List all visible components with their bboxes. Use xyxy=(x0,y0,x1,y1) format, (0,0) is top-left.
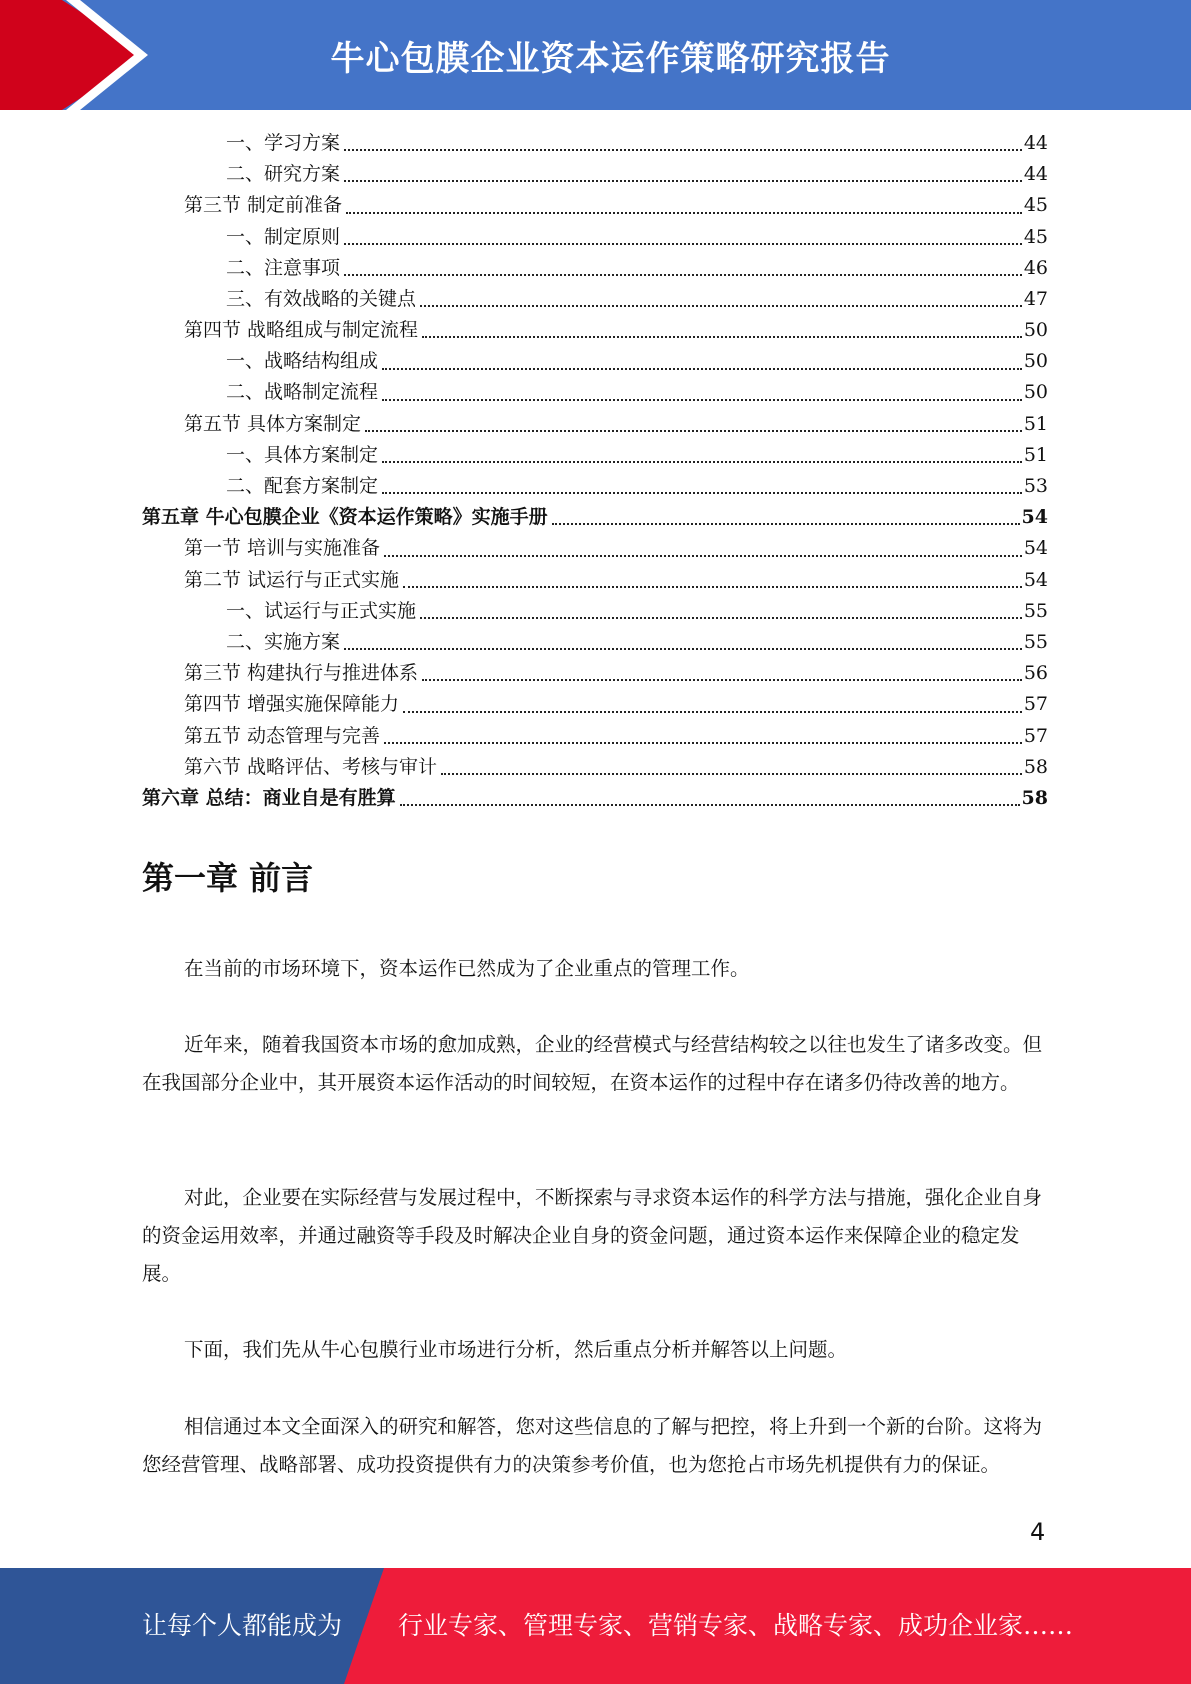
toc-entry[interactable] xyxy=(142,627,1048,658)
toc-entry-label: 一、学习方案 xyxy=(226,131,341,154)
toc-entry[interactable] xyxy=(142,502,1048,533)
toc-leader-dots xyxy=(403,586,1022,588)
toc-entry-label: 一、具体方案制定 xyxy=(226,443,379,466)
toc-entry[interactable] xyxy=(142,752,1048,783)
toc-entry[interactable] xyxy=(142,346,1048,377)
toc-entry-page: 47 xyxy=(1023,287,1048,310)
toc-entry-label: 二、战略制定流程 xyxy=(226,381,379,404)
toc-entry-page: 45 xyxy=(1023,194,1048,217)
toc-entry[interactable] xyxy=(142,783,1048,814)
paragraph: 下面，我们先从牛心包膜行业市场进行分析，然后重点分析并解答以上问题。 xyxy=(184,1338,848,1361)
toc-leader-dots xyxy=(344,243,1022,245)
page-number: 4 xyxy=(1030,1518,1046,1546)
toc-entry-page: 53 xyxy=(1023,475,1048,498)
toc-entry-page: 51 xyxy=(1023,412,1048,435)
toc-entry-page: 55 xyxy=(1023,599,1048,622)
toc-entry-page: 55 xyxy=(1023,630,1048,653)
toc-entry-page: 51 xyxy=(1023,443,1048,466)
toc-entry-page: 44 xyxy=(1023,163,1048,186)
toc-entry-label: 一、试运行与正式实施 xyxy=(226,599,417,622)
toc-entry[interactable] xyxy=(142,471,1048,502)
toc-entry-label: 第五节 动态管理与完善 xyxy=(184,724,381,747)
toc-leader-dots xyxy=(403,711,1022,713)
toc-entry-label: 第三节 制定前准备 xyxy=(184,194,343,217)
toc-entry-label: 第五节 具体方案制定 xyxy=(184,412,362,435)
toc-leader-dots xyxy=(422,336,1022,338)
toc-entry[interactable] xyxy=(142,159,1048,190)
toc-entry[interactable] xyxy=(142,440,1048,471)
page-header xyxy=(0,0,1191,110)
paragraph: 近年来，随着我国资本市场的愈加成熟，企业的经营模式与经营结构较之以往也发生了诸多改变。但在我国部分企业中，其开展资本运作活动的时间较短，在资本运作的过程中存在诸多仍待改善的地方。 xyxy=(142,1033,1043,1094)
page-footer xyxy=(0,1568,1191,1684)
toc-entry-page: 58 xyxy=(1023,755,1048,778)
toc-entry[interactable] xyxy=(142,533,1048,564)
toc-leader-dots xyxy=(552,523,1020,525)
toc-entry-page: 58 xyxy=(1021,786,1048,809)
toc-entry-label: 一、制定原则 xyxy=(226,225,341,248)
toc-leader-dots xyxy=(422,679,1022,681)
toc-entry-page: 56 xyxy=(1023,662,1048,685)
toc-leader-dots xyxy=(346,212,1022,214)
toc-leader-dots xyxy=(344,180,1022,182)
toc-entry-label: 二、实施方案 xyxy=(226,630,341,653)
footer-expert-list: 行业专家、管理专家、营销专家、战略专家、成功企业家…… xyxy=(398,1611,1074,1640)
footer-slogan: 让每个人都能成为 xyxy=(142,1611,343,1640)
toc-leader-dots xyxy=(382,461,1022,463)
toc-entry[interactable] xyxy=(142,565,1048,596)
toc-leader-dots xyxy=(382,399,1022,401)
toc-entry[interactable] xyxy=(142,596,1048,627)
toc-entry[interactable] xyxy=(142,190,1048,221)
paragraph: 对此，企业要在实际经营与发展过程中，不断探索与寻求资本运作的科学方法与措施，强化企业自身的资金运用效率，并通过融资等手段及时解决企业自身的资金问题，通过资本运作来保障企业的稳定发展。 xyxy=(142,1186,1043,1285)
toc-entry-label: 第三节 构建执行与推进体系 xyxy=(184,662,419,685)
toc-entry-label: 二、配套方案制定 xyxy=(226,475,379,498)
toc-entry[interactable] xyxy=(142,284,1048,315)
toc-entry-label: 第二节 试运行与正式实施 xyxy=(184,568,400,591)
toc-entry-label: 第六章 总结：商业自是有胜算 xyxy=(142,786,396,809)
chapter-title: 第一章 前言 xyxy=(142,859,314,897)
toc-entry[interactable] xyxy=(142,315,1048,346)
toc-leader-dots xyxy=(382,368,1022,370)
toc-entry[interactable] xyxy=(142,128,1048,159)
toc-leader-dots xyxy=(384,555,1022,557)
toc-entry-label: 三、有效战略的关键点 xyxy=(226,287,417,310)
table-of-contents xyxy=(142,128,1048,814)
toc-entry-page: 45 xyxy=(1023,225,1048,248)
toc-leader-dots xyxy=(384,742,1022,744)
toc-leader-dots xyxy=(400,804,1020,806)
toc-entry[interactable] xyxy=(142,378,1048,409)
toc-leader-dots xyxy=(365,430,1022,432)
toc-entry-label: 第六节 战略评估、考核与审计 xyxy=(184,755,438,778)
toc-entry-label: 第四节 增强实施保障能力 xyxy=(184,693,400,716)
toc-entry-page: 57 xyxy=(1023,724,1048,747)
toc-entry-page: 54 xyxy=(1021,506,1048,529)
toc-entry-page: 54 xyxy=(1023,537,1048,560)
toc-leader-dots xyxy=(420,305,1022,307)
toc-leader-dots xyxy=(441,773,1022,775)
paragraph: 在当前的市场环境下，资本运作已然成为了企业重点的管理工作。 xyxy=(184,957,750,980)
toc-leader-dots xyxy=(344,274,1022,276)
toc-entry-page: 44 xyxy=(1023,131,1048,154)
paragraph: 相信通过本文全面深入的研究和解答，您对这些信息的了解与把控，将上升到一个新的台阶。这将为您经营管理、战略部署、成功投资提供有力的决策参考价值，也为您抢占市场先机提供有力的保证。 xyxy=(142,1415,1043,1476)
toc-entry[interactable] xyxy=(142,658,1048,689)
toc-entry-page: 57 xyxy=(1023,693,1048,716)
toc-leader-dots xyxy=(344,648,1022,650)
toc-entry-page: 54 xyxy=(1023,568,1048,591)
toc-entry[interactable] xyxy=(142,222,1048,253)
toc-entry-label: 第四节 战略组成与制定流程 xyxy=(184,319,419,342)
report-title: 牛心包膜企业资本运作策略研究报告 xyxy=(330,38,891,79)
toc-entry-page: 46 xyxy=(1023,256,1048,279)
toc-entry-label: 第五章 牛心包膜企业《资本运作策略》实施手册 xyxy=(142,506,548,529)
toc-entry-label: 一、战略结构组成 xyxy=(226,350,379,373)
toc-entry[interactable] xyxy=(142,253,1048,284)
toc-entry[interactable] xyxy=(142,721,1048,752)
toc-entry-label: 二、注意事项 xyxy=(226,256,341,279)
toc-entry-page: 50 xyxy=(1023,350,1048,373)
toc-entry-page: 50 xyxy=(1023,319,1048,342)
toc-leader-dots xyxy=(420,617,1022,619)
toc-entry-label: 二、研究方案 xyxy=(226,163,341,186)
toc-entry[interactable] xyxy=(142,409,1048,440)
toc-leader-dots xyxy=(382,492,1022,494)
toc-entry[interactable] xyxy=(142,689,1048,720)
toc-entry-label: 第一节 培训与实施准备 xyxy=(184,537,381,560)
toc-leader-dots xyxy=(344,149,1022,151)
toc-entry-page: 50 xyxy=(1023,381,1048,404)
